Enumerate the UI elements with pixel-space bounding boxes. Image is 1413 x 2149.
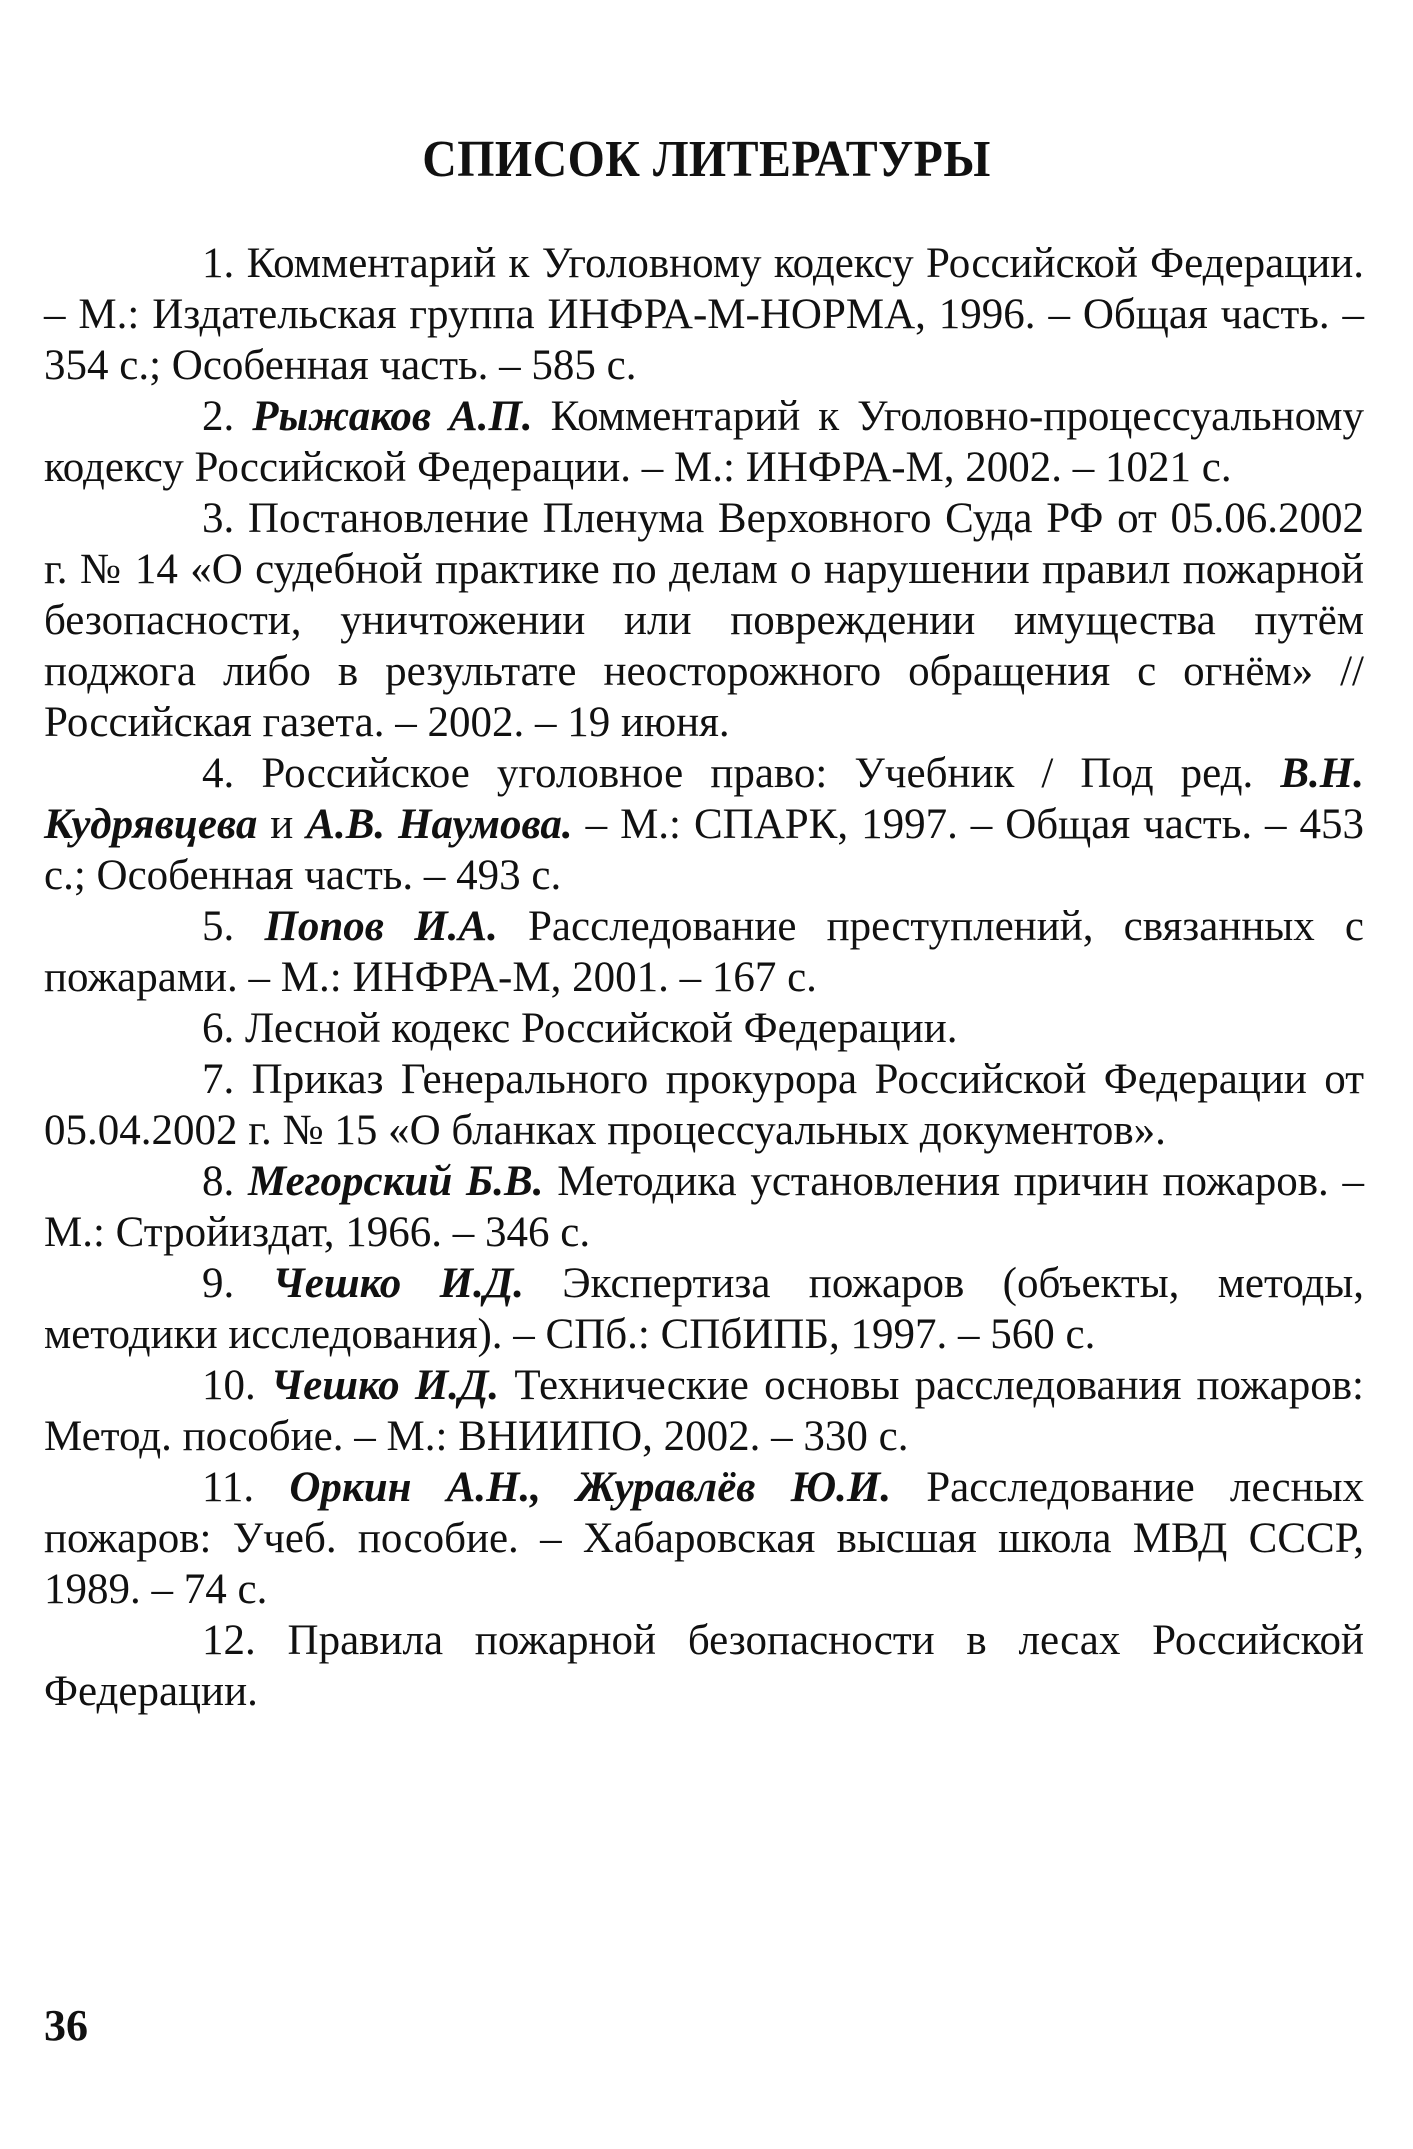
reference-number: 7. xyxy=(202,1056,235,1103)
reference-item-3 xyxy=(44,493,1364,748)
reference-item-10 xyxy=(44,1360,1364,1462)
reference-author: Попов И.А. xyxy=(264,903,498,950)
reference-item-4 xyxy=(44,748,1364,901)
reference-text: – М.: СПАРК, 1997. – Общая часть. – 453 с.; Особенная часть. – 493 с. xyxy=(44,801,1365,899)
reference-text: Комментарий к Уголовно-процессуальному кодексу Российской Федерации. – М.: ИНФРА-М, 2002. – 1021 с. xyxy=(44,393,1365,491)
reference-author: Оркин А.Н., xyxy=(289,1464,542,1511)
reference-text: Расследование преступлений, связанных с пожарами. – М.: ИНФРА-М, 2001. – 167 с. xyxy=(44,903,1365,1001)
reference-text: Лесной кодекс Российской Федерации. xyxy=(245,1005,958,1052)
page-number: 36 xyxy=(44,2001,88,2050)
reference-item-6 xyxy=(44,1003,1364,1054)
reference-text: Постановление Пленума Верховного Суда РФ от 05.06.2002 г. № 14 «О судебной практике по делам о нарушении правил пожарной безопасности, уничтожении или повреждении имущества путём поджога либо в результате неосторожного обращения с огнём» // Российская газета. – 2002. – 19 июня. xyxy=(44,495,1365,746)
reference-number: 3. xyxy=(202,495,235,542)
reference-item-8 xyxy=(44,1156,1364,1258)
reference-text-before: Российское уголовное право: Учебник / Под ред. xyxy=(261,750,1254,797)
reference-author: Чешко И.Д. xyxy=(270,1362,500,1409)
reference-text: Экспертиза пожаров (объекты, методы, методики исследования). – СПб.: СПбИПБ, 1997. – 560 с. xyxy=(44,1260,1364,1358)
reference-item-9 xyxy=(44,1258,1364,1360)
reference-number: 6. xyxy=(202,1005,235,1052)
reference-author: Чешко И.Д. xyxy=(272,1260,524,1307)
reference-author: Рыжаков А.П. xyxy=(252,393,533,440)
reference-item-12 xyxy=(44,1615,1364,1717)
reference-item-2 xyxy=(44,391,1364,493)
reference-number: 9. xyxy=(202,1260,235,1307)
reference-coauthor: Журавлёв Ю.И. xyxy=(576,1464,892,1511)
reference-text: Технические основы расследования пожаров: Метод. пособие. – М.: ВНИИПО, 2002. – 330 с. xyxy=(44,1362,1365,1460)
reference-text: Правила пожарной безопасности в лесах Российской Федерации. xyxy=(44,1617,1365,1715)
reference-number: 11. xyxy=(202,1464,255,1511)
reference-conjunction: и xyxy=(270,801,294,848)
reference-number: 4. xyxy=(202,750,235,797)
reference-item-1 xyxy=(44,238,1364,391)
reference-author: Мегорский Б.В. xyxy=(247,1158,544,1205)
reference-item-7 xyxy=(44,1054,1364,1156)
reference-editor-a: В.Н. Кудрявцева xyxy=(44,750,1365,848)
reference-list xyxy=(44,238,1364,1717)
reference-text: Комментарий к Уголовному кодексу Российской Федерации. – М.: Издательская группа ИНФРА-М-НОРМА, 1996. – Общая часть. – 354 с.; Особенная часть. – 585 с. xyxy=(44,240,1364,389)
reference-text: Приказ Генерального прокурора Российской Федерации от 05.04.2002 г. № 15 «О бланках процессуальных документов». xyxy=(44,1056,1364,1154)
reference-item-5 xyxy=(44,901,1364,1003)
reference-number: 8. xyxy=(202,1158,235,1205)
page-title: СПИСОК ЛИТЕРАТУРЫ xyxy=(422,131,991,188)
reference-number: 2. xyxy=(202,393,235,440)
reference-editor-b: А.В. Наумова. xyxy=(306,801,573,848)
reference-number: 10. xyxy=(202,1362,256,1409)
reference-item-11 xyxy=(44,1462,1364,1615)
reference-text: Расследование лесных пожаров: Учеб. пособие. – Хабаровская высшая школа МВД СССР, 1989. – 74 с. xyxy=(44,1464,1365,1613)
reference-number: 12. xyxy=(202,1617,256,1664)
reference-number: 1. xyxy=(202,240,235,287)
reference-number: 5. xyxy=(202,903,235,950)
reference-text: Методика установления причин пожаров. – М.: Стройиздат, 1966. – 346 с. xyxy=(44,1158,1365,1256)
